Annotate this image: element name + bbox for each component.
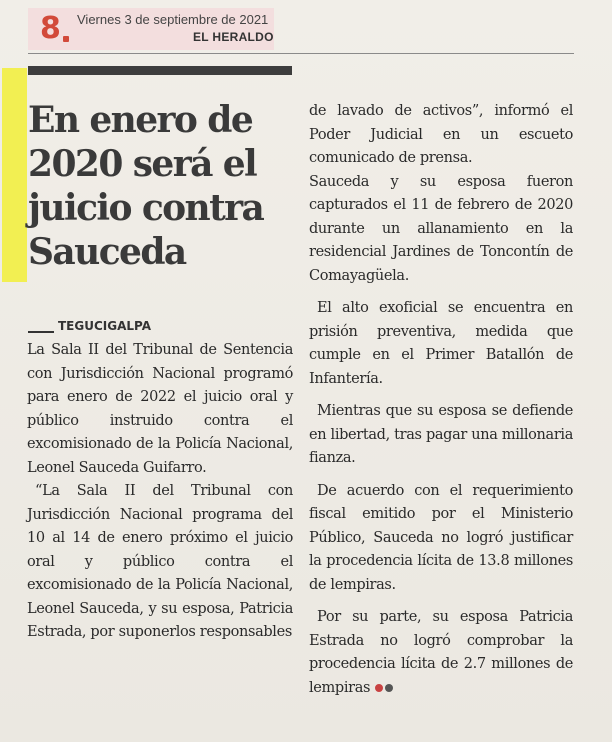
end-mark-red-dot-icon: [375, 684, 383, 692]
paragraph: Sauceda y su esposa fueron capturados el 11 de febrero de 2020 durante un allanamiento en la residencial Jardines de Toncontín de Comayagüela.: [309, 173, 573, 284]
paragraph: Mientras que su esposa se defiende en libertad, tras pagar una millonaria fianza.: [309, 403, 573, 466]
paragraph: “La Sala II del Tribunal con Jurisdicción Nacional programa del 10 al 14 de enero próximo el juicio oral y público contra el excomisionado de la Policía Nacional, Leonel Sauceda, y su esposa, Patricia Estrada, por suponerlos responsables: [27, 483, 293, 640]
highlighter-mark: [2, 68, 27, 282]
header-date: Viernes 3 de septiembre de 2021: [77, 12, 269, 27]
paragraph: de lavado de activos”, informó el Poder Judicial en un escueto comunicado de prensa.: [309, 103, 573, 166]
paragraph: El alto exoficial se encuentra en prisión preventiva, medida que cumple en el Primer Batallón de Infantería.: [309, 300, 573, 387]
newspaper-name: EL HERALDO: [193, 30, 274, 44]
page-number-dot: [63, 36, 69, 42]
title-bar: [28, 66, 292, 75]
article-headline: En enero de 2020 será el juicio contra Sauceda: [28, 99, 264, 273]
paragraph-last: [309, 606, 573, 700]
article-column-left: [27, 339, 293, 645]
page-number: 8: [40, 11, 61, 46]
paragraph: La Sala II del Tribunal de Sentencia con Jurisdicción Nacional programó para enero de 2022 el juicio oral y público instruido contra el excomisionado de la Policía Nacional, Leonel Sauceda Guifarro.: [27, 342, 293, 476]
article-column-right: [309, 100, 573, 700]
end-mark-dark-dot-icon: [385, 684, 393, 692]
dateline: TEGUCIGALPA: [58, 319, 152, 333]
header-rule: [28, 53, 574, 54]
dateline-dash: [28, 331, 54, 333]
paragraph: De acuerdo con el requerimiento fiscal emitido por el Ministerio Público, Sauceda no logró justificar la procedencia lícita de 13.8 millones de lempiras.: [309, 482, 573, 593]
paragraph-last-text: Por su parte, su esposa Patricia Estrada no logró comprobar la procedencia lícita de 2.7 millones de lempiras: [309, 609, 573, 696]
